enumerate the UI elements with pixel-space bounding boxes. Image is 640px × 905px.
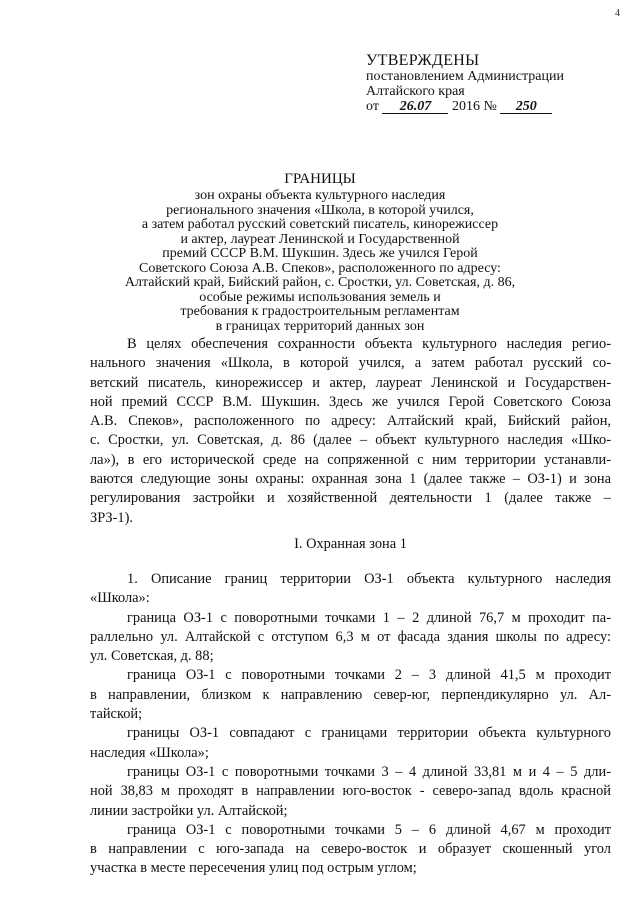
intro-line: ла»), в его исторической среде на сопряженной с ним территории устанавли- [90, 451, 611, 468]
section-line: граница ОЗ-1 с поворотными точками 2 – 3 длиной 41,5 м проходит [127, 667, 611, 684]
intro-line: ваются следующие зоны охраны: охранная зона 1 (далее также – ОЗ-1) и зона [90, 471, 611, 488]
section-line: раллельно ул. Алтайской с отступом 6,3 м от фасада здания школы по адресу: [90, 628, 611, 645]
section-line: в направлении, близком к направлению север-юг, перпендикулярно ул. Ал- [90, 686, 611, 703]
approval-year: 2016 № [451, 99, 497, 114]
document-heading [110, 171, 530, 334]
intro-line: В целях обеспечения сохранности объекта культурного наследия регио- [127, 336, 611, 352]
heading-line: Советского Союза А.В. Спеков», расположенного по адресу: [139, 260, 501, 276]
intro-line: ветский писатель, кинорежиссер и актер, лауреат Ленинской и Государствен- [90, 374, 611, 391]
approval-date-line [366, 99, 626, 114]
section-line: «Школа»: [90, 590, 150, 607]
heading-line: регионального значения «Школа, в которой учился, [166, 202, 474, 218]
section-line: ул. Советская, д. 88; [90, 648, 214, 665]
section-line: граница ОЗ-1 с поворотными точками 5 – 6 длиной 4,67 м проходит [127, 821, 611, 838]
approval-date: 26.07 [382, 100, 448, 114]
document-title: ГРАНИЦЫ [284, 171, 356, 187]
section-line: 1. Описание границ территории ОЗ-1 объекта культурного наследия [127, 571, 611, 587]
section-line: границы ОЗ-1 с поворотными точками 3 – 4 длиной 33,81 м и 4 – 5 дли- [127, 763, 611, 780]
heading-line: премий СССР В.М. Шукшин. Здесь же учился Герой [162, 246, 478, 261]
section-body [90, 570, 611, 879]
heading-line: зон охраны объекта культурного наследия [194, 188, 446, 203]
section-line: тайской; [90, 706, 143, 723]
intro-line: А.В. Спеков», расположенного по адресу: Алтайский край, Бийский район, [90, 413, 611, 430]
heading-line: в границах территорий данных зон [215, 318, 425, 334]
approval-line-2: Алтайского края [366, 84, 465, 99]
heading-line: особые режимы использования земель и [199, 289, 441, 305]
approval-title: УТВЕРЖДЕНЫ [366, 52, 480, 69]
approval-number: 250 [500, 100, 552, 114]
intro-paragraph [90, 335, 611, 528]
section-line: ной 38,83 м проходят в направлении юго-восток - северо-запад вдоль красной [90, 783, 611, 800]
intro-line: нального значения «Школа, в которой учился, а затем работал русский со- [90, 355, 611, 372]
approval-line-1: постановлением Администрации [366, 69, 564, 84]
approval-prefix: от [366, 99, 379, 114]
intro-line: ной премий СССР В.М. Шукшин. Здесь же учился Герой Советского Союза [90, 393, 611, 410]
intro-line: ЗРЗ-1). [90, 509, 133, 526]
approval-block [366, 52, 626, 114]
heading-line: требования к градостроительным регламентам [180, 304, 460, 319]
section-line: границы ОЗ-1 совпадают с границами территории объекта культурного [127, 725, 611, 742]
intro-line: регулирования застройки и хозяйственной деятельности 1 (далее также – [90, 490, 611, 507]
section-title: I. Охранная зона 1 [294, 536, 407, 552]
intro-line: с. Сростки, ул. Советская, д. 86 (далее – объект культурного наследия «Шко- [90, 432, 611, 449]
heading-line: и актер, лауреат Ленинской и Государственной [180, 231, 460, 247]
section-line: наследия «Школа»; [90, 744, 209, 761]
section-line: в направлении с юго-запада на северо-восток и образует скошенный угол [90, 841, 611, 858]
heading-line: а затем работал русский советский писатель, кинорежиссер [141, 217, 499, 232]
section-line: линии застройки ул. Алтайской; [90, 802, 288, 819]
section-line: участка в месте пересечения улиц под острым углом; [90, 860, 417, 877]
heading-line: Алтайский край, Бийский район, с. Сростки, ул. Советская, д. 86, [124, 275, 516, 290]
page-number: 4 [615, 8, 620, 19]
section-line: граница ОЗ-1 с поворотными точками 1 – 2 длиной 76,7 м проходит па- [127, 609, 611, 626]
